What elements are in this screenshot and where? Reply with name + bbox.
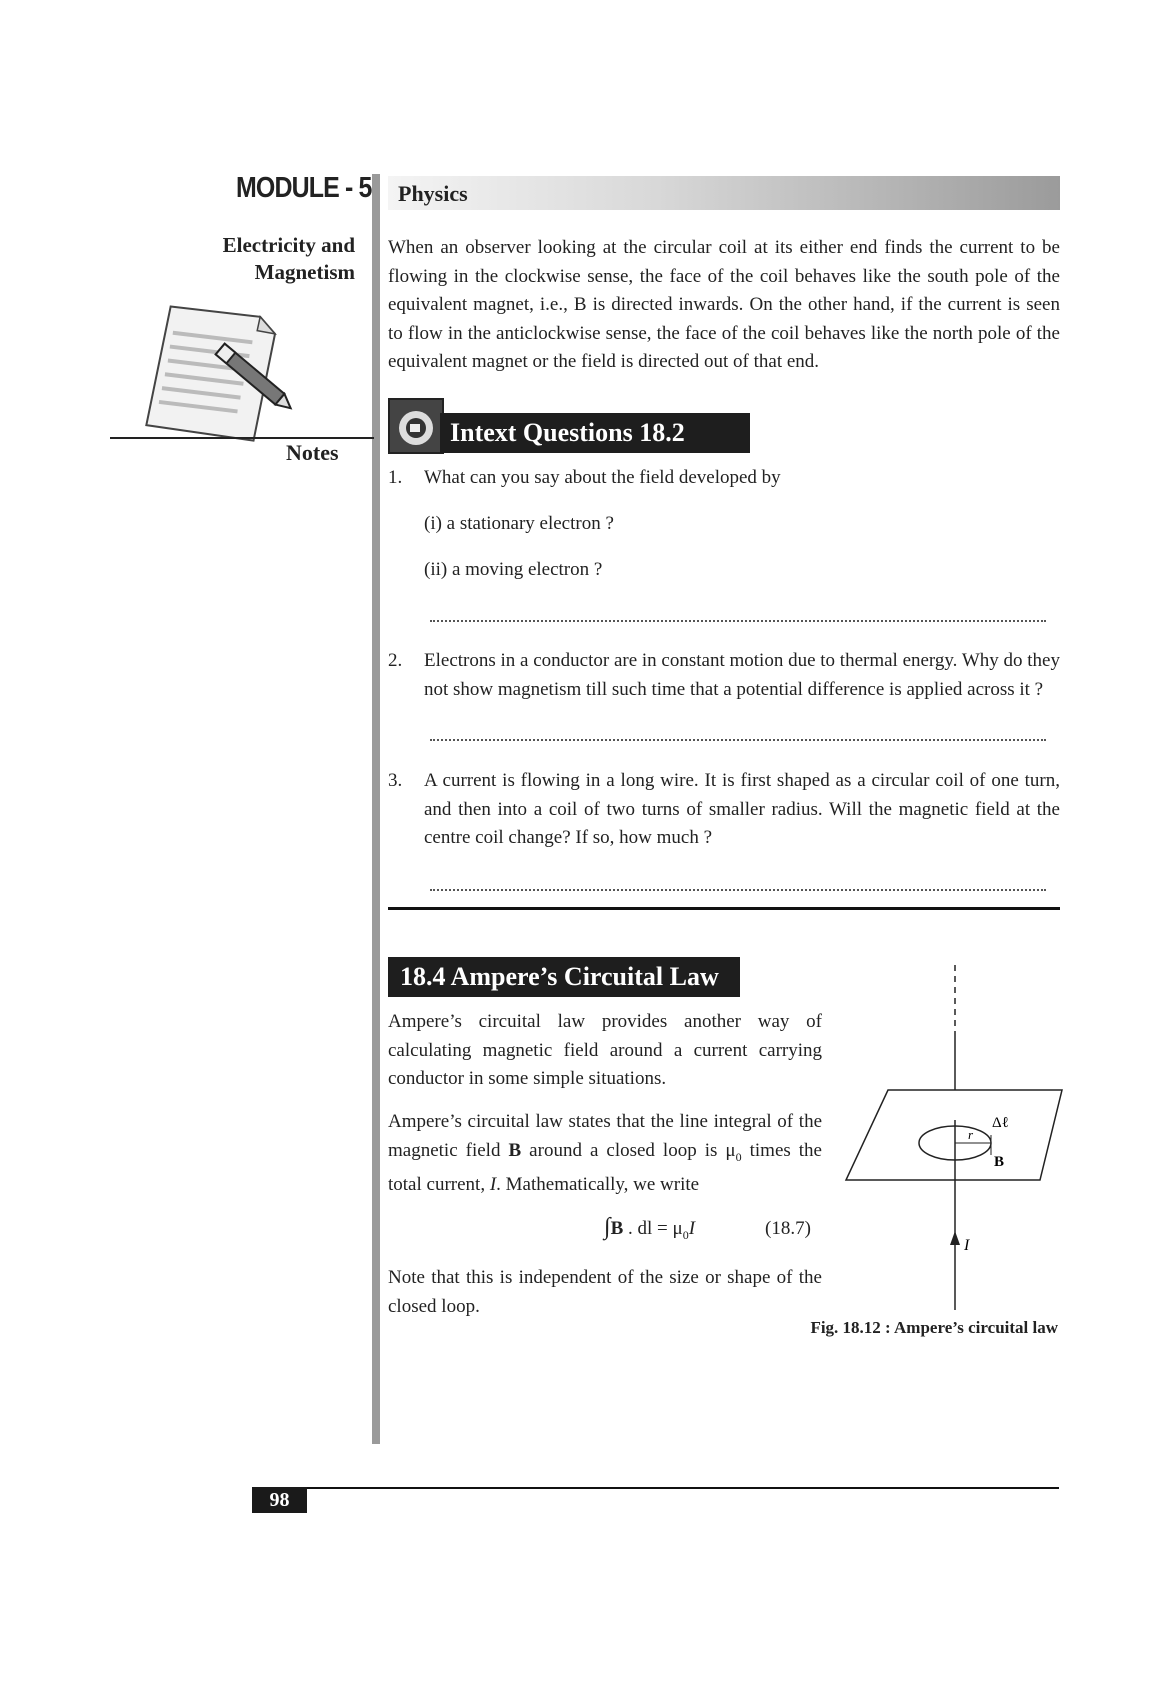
eq-b: B <box>610 1218 624 1239</box>
module-label: MODULE - 5 <box>236 172 372 204</box>
notes-pad-icon <box>138 300 298 450</box>
label-i: I <box>964 1237 970 1254</box>
section-paragraph-2 <box>388 1108 822 1199</box>
intro-paragraph: When an observer looking at the circular coil at its either end finds the current to be flowing in the clockwise sense, the face of the coil behaves like the south pole of the equivalent magnet, i.e., B is directed inwards. On the other hand, if the current is seen to flow in the anticlockwise sense, the face of the coil behaves like the north pole of the equivalent magnet or the field is directed out of that end. <box>388 237 1060 372</box>
notes-label: Notes <box>286 440 339 465</box>
equation-number: (18.7) <box>765 1218 811 1239</box>
footer-line <box>307 1487 1059 1489</box>
section-divider <box>388 907 1060 910</box>
side-title <box>205 232 355 286</box>
eq-mid: . dl = μ <box>623 1218 683 1239</box>
label-r: r <box>968 1127 974 1142</box>
para2-e: I <box>489 1173 497 1195</box>
para2-d: times the total current, <box>388 1139 822 1195</box>
margin-bar <box>372 174 380 1444</box>
current-arrow <box>950 1231 960 1245</box>
section-title: 18.4 Ampere’s Circuital Law <box>388 957 740 997</box>
plane <box>846 1090 1062 1180</box>
section-paragraph-3: Note that this is independent of the size or shape of the closed loop. <box>388 1267 822 1317</box>
label-dl: Δℓ <box>992 1115 1009 1131</box>
para2-f: . Mathematically, we write <box>496 1173 700 1195</box>
para2-a: Ampere’s circuital law states that the line integral of the magnetic field <box>388 1111 822 1161</box>
intext-title: Intext Questions 18.2 <box>440 413 750 453</box>
para2-sub: 0 <box>735 1149 742 1164</box>
side-title-line1: Electricity and <box>222 233 355 257</box>
ampere-figure <box>840 955 1070 1320</box>
q3-number: 3. <box>388 770 403 791</box>
answer-line-3 <box>430 889 1046 891</box>
q2-text: Electrons in a conductor are in constant motion due to thermal energy. Why do they not show magnetism till such time that a potential difference is applied across it ? <box>424 650 1060 700</box>
notes-divider <box>110 437 374 439</box>
figure-caption: Fig. 18.12 : Ampere’s circuital law <box>810 1318 1058 1337</box>
q1-text: What can you say about the field developed by <box>424 467 781 488</box>
question-icon <box>388 398 444 454</box>
para2-b: B <box>508 1139 522 1161</box>
q2-number: 2. <box>388 650 403 671</box>
subject-label: Physics <box>398 181 468 206</box>
equation <box>604 1214 695 1243</box>
page-number: 98 <box>252 1487 307 1513</box>
answer-line-2 <box>430 739 1046 741</box>
para2-c: around a closed loop is μ <box>521 1139 736 1161</box>
eq-i: I <box>688 1218 696 1239</box>
eq-integral: ∫ <box>604 1214 611 1240</box>
label-b: B <box>994 1154 1005 1170</box>
eq-sub: 0 <box>682 1227 689 1242</box>
answer-line-1 <box>430 620 1046 622</box>
section-paragraph-1: Ampere’s circuital law provides another way of calculating magnetic field around a current carrying conductor in some simple situations. <box>388 1011 822 1089</box>
q1-option-i: (i) a stationary electron ? <box>424 513 614 534</box>
subject-header <box>388 176 1060 210</box>
side-title-line2: Magnetism <box>254 260 355 284</box>
q1-option-ii: (ii) a moving electron ? <box>424 559 603 580</box>
q1-number: 1. <box>388 467 403 488</box>
q3-text: A current is flowing in a long wire. It is first shaped as a circular coil of one turn, and then into a coil of two turns of smaller radius. Will the magnetic field at the centre coil change? If so, how much ? <box>424 770 1060 848</box>
